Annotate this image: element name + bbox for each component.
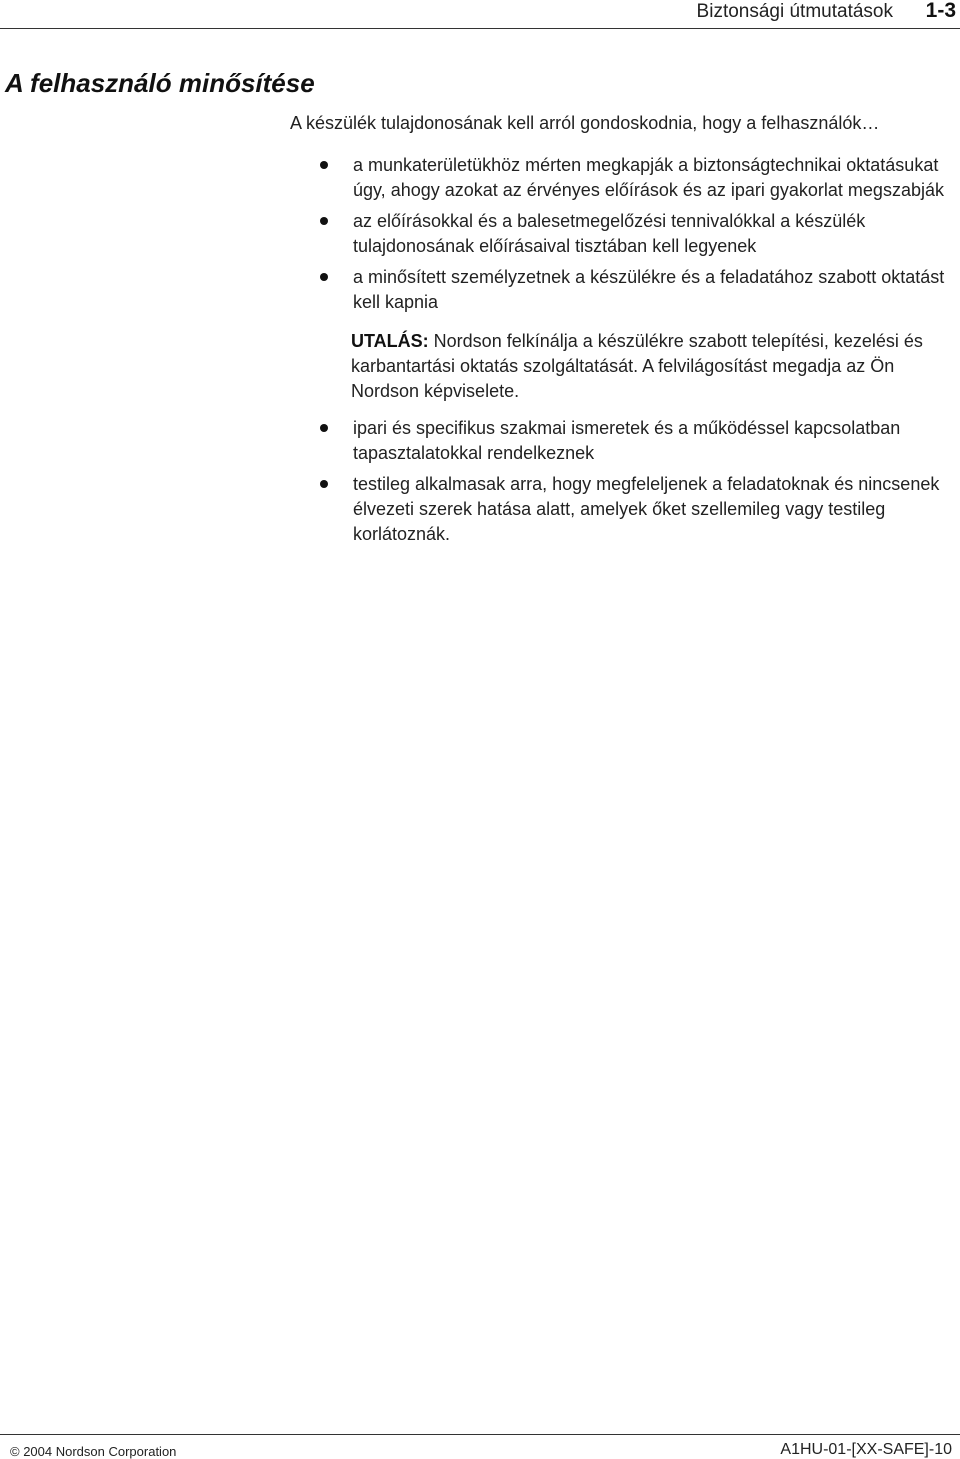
page-number: 1-3: [925, 0, 956, 22]
list-item-text: a minősített személyzetnek a készülékre és a feladatához szabott oktatást kell kapnia: [353, 267, 945, 312]
list-item: [317, 209, 947, 259]
bullet-icon: [320, 273, 328, 281]
bullet-icon: [320, 424, 328, 432]
note-text: Nordson felkínálja a készülékre szabott telepítési, kezelési és karbantartási oktatás szolgáltatását. A felvilágosítást megadja az Ön Nordson képviselete.: [351, 331, 923, 401]
list-item: [317, 265, 947, 315]
page-footer: [0, 1434, 960, 1459]
requirements-list: [317, 153, 947, 553]
document-code: A1HU-01-[XX-SAFE]-10: [780, 1441, 952, 1458]
bullet-icon: [320, 161, 328, 169]
section-title: A felhasználó minősítése: [5, 68, 315, 98]
copyright-text: © 2004 Nordson Corporation: [10, 1444, 177, 1459]
bullet-icon: [320, 217, 328, 225]
bullet-icon: [320, 480, 328, 488]
note-block: [351, 329, 947, 404]
list-item: [317, 416, 947, 466]
list-item-text: testileg alkalmasak arra, hogy megfeleljenek a feladatoknak és nincsenek élvezeti szerek hatása alatt, amelyek őket szellemileg vagy testileg korlátoznák.: [353, 474, 940, 544]
list-item-text: a munkaterületükhöz mérten megkapják a biztonságtechnikai oktatásukat úgy, ahogy azokat az érvényes előírások és az ipari gyakorlat megszabják: [353, 155, 944, 200]
list-item: [317, 153, 947, 203]
page-header: [0, 0, 960, 29]
list-item-text: az előírásokkal és a balesetmegelőzési tennivalókkal a készülék tulajdonosának előírásaival tisztában kell legyenek: [353, 211, 866, 256]
list-item-text: ipari és specifikus szakmai ismeretek és a működéssel kapcsolatban tapasztalatokkal rendelkeznek: [353, 418, 901, 463]
list-item: [317, 472, 947, 547]
intro-text: A készülék tulajdonosának kell arról gondoskodnia, hogy a felhasználók…: [290, 113, 880, 133]
header-title: Biztonsági útmutatások: [696, 1, 893, 22]
note-label: UTALÁS:: [351, 331, 429, 351]
